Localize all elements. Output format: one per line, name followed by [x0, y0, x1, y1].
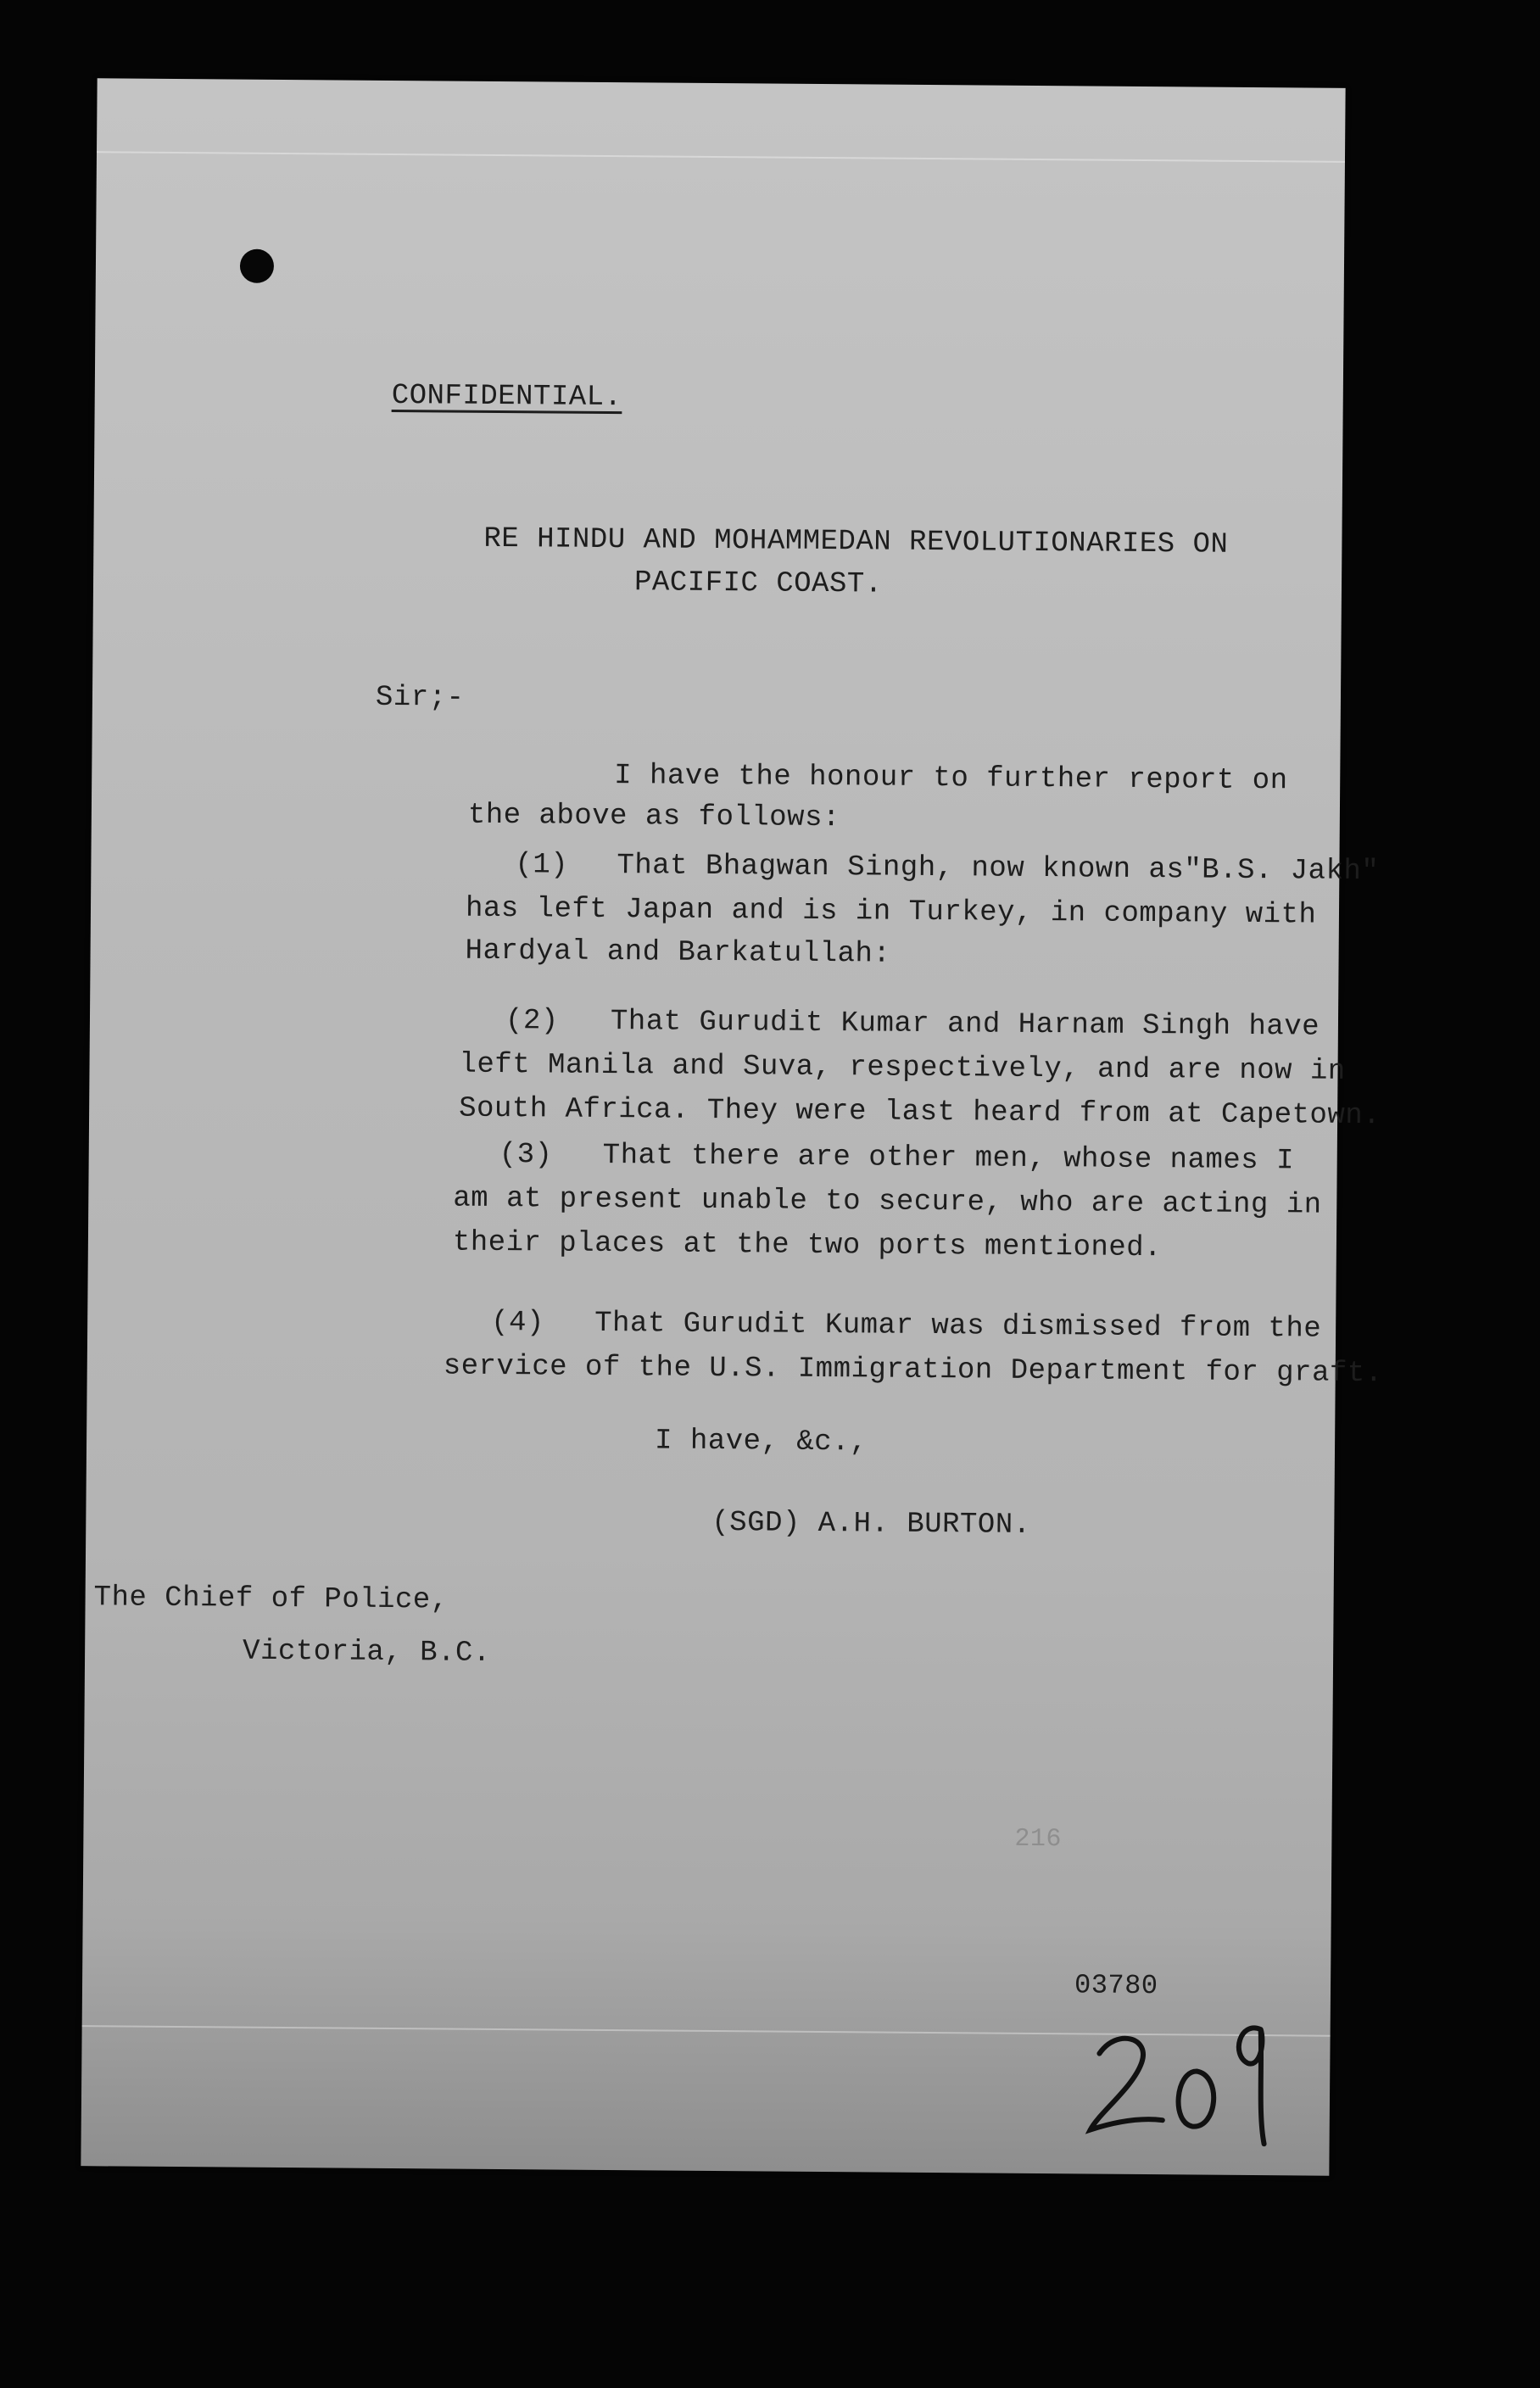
closing-line: I have, &c.,: [654, 1425, 868, 1459]
addressee-line-1: The Chief of Police,: [93, 1582, 449, 1617]
item-3-number: (3): [499, 1139, 553, 1172]
item-1-line-3: Hardyal and Barkatullah:: [465, 935, 891, 971]
item-1-line-2: has left Japan and is in Turkey, in company with: [465, 892, 1317, 932]
subject-line-1: RE HINDU AND MOHAMMEDAN REVOLUTIONARIES ON: [483, 522, 1229, 561]
intro-line-2: the above as follows:: [467, 799, 840, 835]
item-2-line-1: That Gurudit Kumar and Harnam Singh have: [610, 1006, 1320, 1044]
confidential-heading: CONFIDENTIAL.: [391, 379, 622, 415]
item-4-number: (4): [491, 1306, 545, 1340]
signature-line: (SGD) A.H. BURTON.: [711, 1507, 1031, 1542]
handwritten-number: [1082, 2002, 1278, 2148]
fold-line: [97, 151, 1345, 163]
punch-hole: [240, 249, 274, 283]
item-4-line-2: service of the U.S. Immigration Department for graft.: [443, 1350, 1383, 1391]
item-4-line-1: That Gurudit Kumar was dismissed from the: [594, 1307, 1322, 1346]
intro-line-1: I have the honour to further report on: [614, 760, 1288, 798]
subject-line-2: PACIFIC COAST.: [633, 566, 883, 601]
file-number: 03780: [1074, 1969, 1158, 2002]
item-2-line-3: South Africa. They were last heard from at Capetown.: [459, 1092, 1381, 1133]
salutation: Sir;-: [375, 681, 465, 715]
item-3-line-1: That there are other men, whose names I: [602, 1139, 1295, 1178]
item-1-number: (1): [515, 849, 569, 882]
item-3-line-3: their places at the two ports mentioned.: [452, 1226, 1163, 1265]
item-2-line-2: left Manila and Suva, respectively, and are now in: [459, 1048, 1346, 1088]
document-page: [81, 78, 1383, 2175]
item-1-line-1: That Bhagwan Singh, now known as"B.S. Jakh": [617, 850, 1380, 889]
item-3-line-2: am at present unable to secure, who are acting in: [453, 1182, 1322, 1222]
faint-stamp-number: 216: [1014, 1824, 1063, 1855]
item-2-number: (2): [505, 1005, 559, 1038]
addressee-line-2: Victoria, B.C.: [242, 1635, 491, 1670]
